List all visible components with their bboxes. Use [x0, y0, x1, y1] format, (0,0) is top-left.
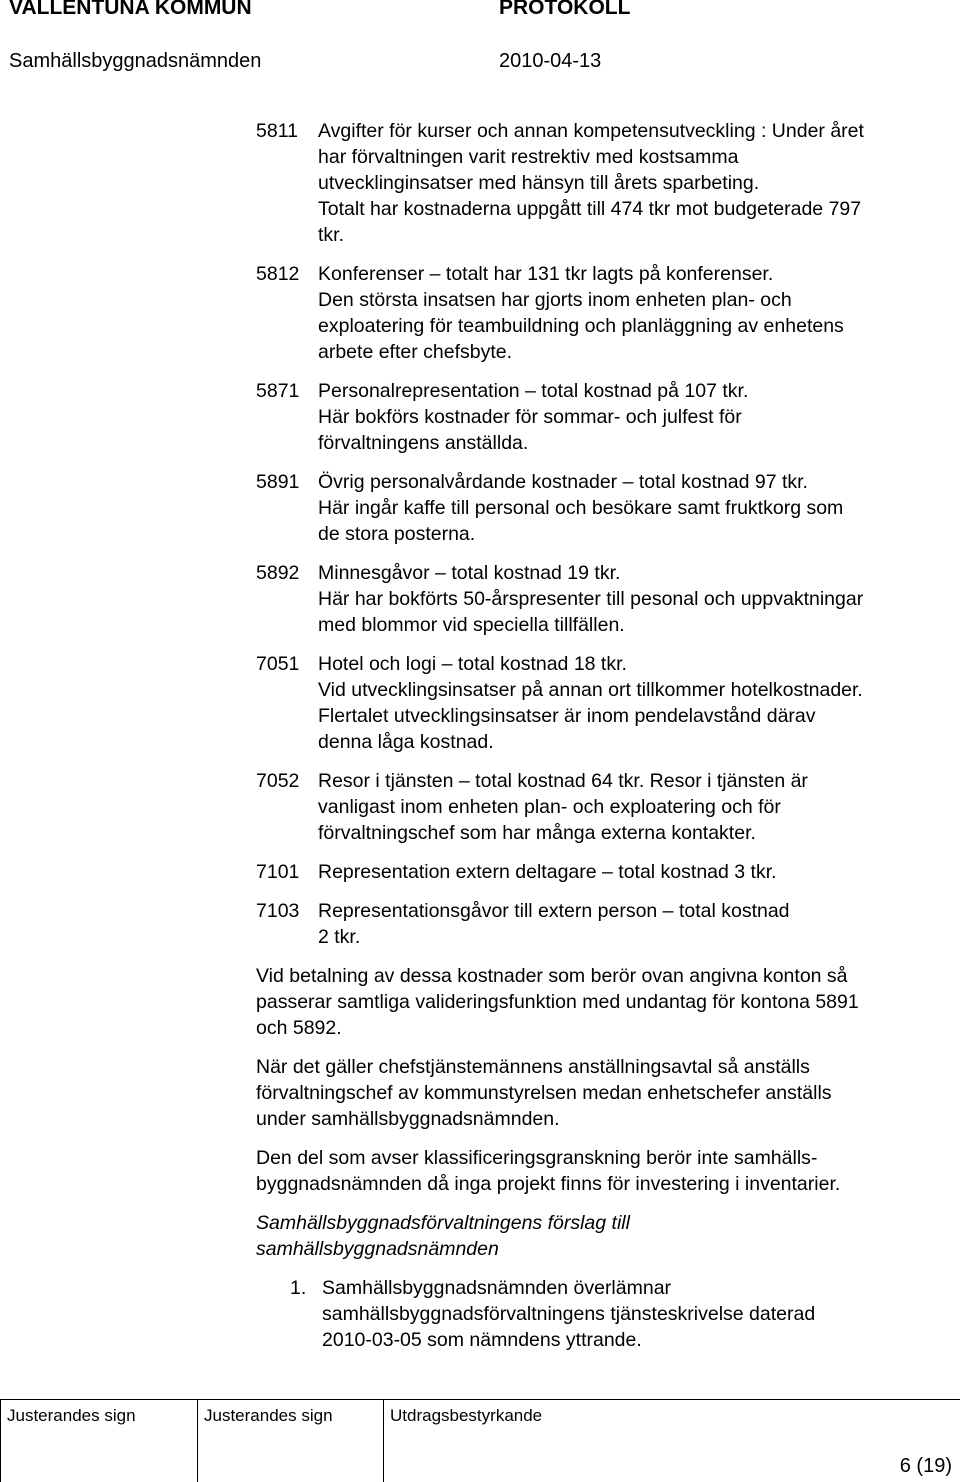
account-text — [318, 898, 956, 950]
text-line: Resor i tjänsten – total kostnad 64 tkr. Resor i tjänsten är — [318, 770, 808, 792]
text-line: Representation extern deltagare – total kostnad 3 tkr. — [318, 861, 777, 883]
account-text — [318, 378, 956, 456]
org-name: VALLENTUNA KOMMUN — [9, 0, 252, 19]
account-text — [318, 651, 956, 755]
account-code: 7052 — [256, 770, 300, 792]
page-number: 6 (19) — [899, 1455, 952, 1477]
body-paragraphs — [256, 963, 956, 1197]
account-code: 7101 — [256, 861, 300, 883]
proposal-number: 1. — [290, 1277, 307, 1299]
text-line: Övrig personalvårdande kostnader – total kostnad 97 tkr. — [318, 471, 808, 493]
text-line: tkr. — [318, 224, 345, 246]
text-line: Vid betalning av dessa kostnader som berör ovan angivna konton så — [256, 965, 848, 987]
text-line: har förvaltningen varit restrektiv med kostsamma — [318, 146, 739, 168]
proposal-list — [256, 1275, 956, 1353]
text-line: samhällsbyggnadsförvaltningens tjänsteskrivelse daterad — [322, 1303, 816, 1325]
account-entry — [256, 898, 956, 950]
extract-cell — [383, 1399, 960, 1482]
text-line: 2010-03-05 som nämndens yttrande. — [322, 1329, 642, 1351]
committee-name: Samhällsbyggnadsnämnden — [9, 50, 262, 72]
text-line: Den största insatsen har gjorts inom enheten plan- och — [318, 289, 792, 311]
text-line: Här bokförs kostnader för sommar- och julfest för — [318, 406, 742, 428]
account-text — [318, 859, 956, 885]
signature-label-1: Justerandes sign — [7, 1406, 136, 1425]
text-line: 2 tkr. — [318, 926, 361, 948]
text-line: exploatering för teambuildning och planläggning av enhetens — [318, 315, 844, 337]
text-line: Personalrepresentation – total kostnad på 107 tkr. — [318, 380, 749, 402]
text-line: Vid utvecklingsinsatser på annan ort tillkommer hotelkostnader. — [318, 679, 863, 701]
text-line: Här har bokförts 50-årspresenter till pesonal och uppvaktningar — [318, 588, 864, 610]
body-paragraph — [256, 963, 956, 1041]
signature-cell-2 — [197, 1399, 383, 1482]
proposal-heading — [256, 1210, 956, 1262]
text-line: Konferenser – totalt har 131 tkr lagts på konferenser. — [318, 263, 774, 285]
account-entry — [256, 378, 956, 456]
account-entry — [256, 560, 956, 638]
account-code: 5811 — [256, 120, 298, 142]
account-code: 7051 — [256, 653, 300, 675]
text-line: utvecklinginsatser med hänsyn till årets sparbeting. — [318, 172, 760, 194]
text-line: samhällsbyggnadsnämnden — [256, 1238, 499, 1260]
extract-label: Utdragsbestyrkande — [390, 1406, 543, 1425]
text-line: Här ingår kaffe till personal och besökare samt fruktkorg som — [318, 497, 844, 519]
text-line: vanligast inom enheten plan- och exploatering och för — [318, 796, 781, 818]
document-body — [256, 118, 956, 1353]
account-text — [318, 469, 956, 547]
text-line: När det gäller chefstjänstemännens anställningsavtal så anställs — [256, 1056, 810, 1078]
account-text — [318, 768, 956, 846]
account-entry — [256, 261, 956, 365]
proposal-item — [256, 1275, 956, 1353]
account-entry — [256, 768, 956, 846]
body-paragraph — [256, 1145, 956, 1197]
account-entry — [256, 118, 956, 248]
text-line: förvaltningens anställda. — [318, 432, 529, 454]
text-line: Representationsgåvor till extern person – total kostnad — [318, 900, 790, 922]
account-text — [318, 560, 956, 638]
text-line: Samhällsbyggnadsförvaltningens förslag till — [256, 1212, 630, 1234]
text-line: med blommor vid speciella tillfällen. — [318, 614, 625, 636]
account-entry — [256, 651, 956, 755]
account-text — [318, 261, 956, 365]
text-line: denna låga kostnad. — [318, 731, 494, 753]
body-paragraph — [256, 1054, 956, 1132]
text-line: Samhällsbyggnadsnämnden överlämnar — [322, 1277, 672, 1299]
text-line: Den del som avser klassificeringsgranskning berör inte samhälls- — [256, 1147, 818, 1169]
text-line: Flertalet utvecklingsinsatser är inom pendelavstånd därav — [318, 705, 816, 727]
meeting-date: 2010-04-13 — [499, 50, 602, 72]
text-line: förvaltningschef som har många externa kontakter. — [318, 822, 756, 844]
document-type: PROTOKOLL — [499, 0, 631, 19]
account-code: 7103 — [256, 900, 300, 922]
text-line: under samhällsbyggnadsnämnden. — [256, 1108, 560, 1130]
text-line: byggnadsnämnden då inga projekt finns för investering i inventarier. — [256, 1173, 841, 1195]
account-code: 5871 — [256, 380, 300, 402]
text-line: passerar samtliga valideringsfunktion med undantag för kontona 5891 — [256, 991, 859, 1013]
proposal-text — [322, 1275, 956, 1353]
account-entry — [256, 859, 956, 885]
signature-cell-1 — [0, 1399, 197, 1482]
header-row-2 — [9, 50, 951, 78]
text-line: Minnesgåvor – total kostnad 19 tkr. — [318, 562, 621, 584]
account-code: 5812 — [256, 263, 300, 285]
account-code: 5892 — [256, 562, 300, 584]
account-code: 5891 — [256, 471, 300, 493]
signature-label-2: Justerandes sign — [204, 1406, 333, 1425]
header-row-1 — [9, 0, 951, 26]
text-line: förvaltningschef av kommunstyrelsen medan enhetschefer anställs — [256, 1082, 832, 1104]
account-text — [318, 118, 956, 248]
account-entry — [256, 469, 956, 547]
text-line: Totalt har kostnaderna uppgått till 474 tkr mot budgeterade 797 — [318, 198, 862, 220]
text-line: och 5892. — [256, 1017, 342, 1039]
text-line: Hotel och logi – total kostnad 18 tkr. — [318, 653, 627, 675]
text-line: Avgifter för kurser och annan kompetensutveckling : Under året — [318, 120, 864, 142]
text-line: arbete efter chefsbyte. — [318, 341, 513, 363]
account-entries — [256, 118, 956, 950]
signature-footer — [0, 1399, 960, 1482]
text-line: de stora posterna. — [318, 523, 476, 545]
